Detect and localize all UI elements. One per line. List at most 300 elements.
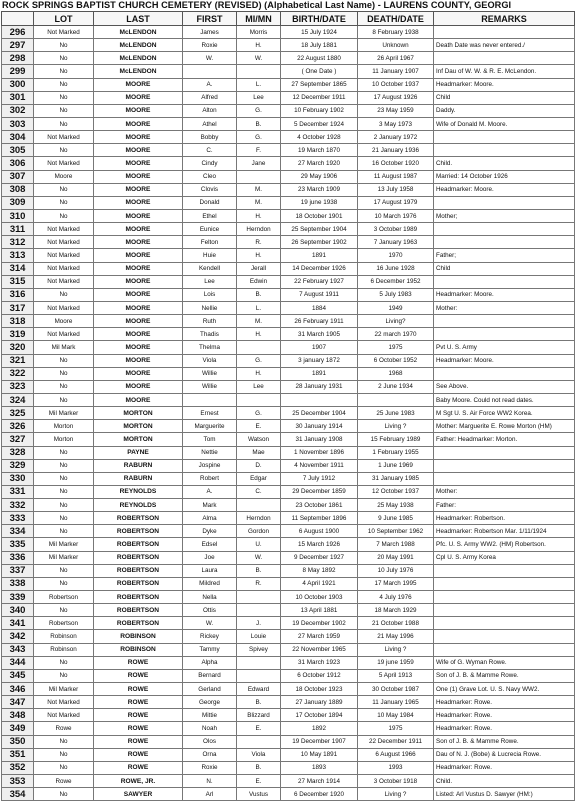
record-number: 330: [2, 472, 34, 485]
remarks-cell: Father:: [434, 499, 575, 512]
last-name-cell: MOORE: [94, 78, 183, 91]
first-name-cell: Gerland: [183, 683, 237, 696]
death-date-cell: 1975: [358, 341, 434, 354]
death-date-cell: 3 October 1989: [358, 223, 434, 236]
death-date-cell: 21 January 1936: [358, 144, 434, 157]
record-number: 319: [2, 328, 34, 341]
last-name-cell: MOORE: [94, 328, 183, 341]
record-number: 352: [2, 761, 34, 774]
birth-date-cell: 7 August 1911: [281, 288, 358, 301]
remarks-cell: Headmarker: Moore.: [434, 78, 575, 91]
death-date-cell: 25 June 1983: [358, 407, 434, 420]
last-name-cell: PAYNE: [94, 446, 183, 459]
birth-date-cell: 6 December 1920: [281, 788, 358, 801]
birth-date-cell: 22 November 1965: [281, 643, 358, 656]
remarks-cell: [434, 26, 575, 39]
middle-name-cell: [237, 170, 281, 183]
remarks-cell: Death Date was never entered./: [434, 39, 575, 52]
header-number: [2, 12, 34, 26]
lot-cell: Morton: [34, 420, 94, 433]
last-name-cell: MOORE: [94, 315, 183, 328]
death-date-cell: [358, 393, 434, 406]
remarks-cell: Child.: [434, 775, 575, 788]
remarks-cell: [434, 643, 575, 656]
death-date-cell: 21 October 1988: [358, 617, 434, 630]
table-row: [2, 39, 575, 52]
remarks-cell: Mother;: [434, 209, 575, 222]
lot-cell: Mil Mark: [34, 341, 94, 354]
first-name-cell: Marguerite: [183, 420, 237, 433]
middle-name-cell: E.: [237, 420, 281, 433]
last-name-cell: MOORE: [94, 275, 183, 288]
first-name-cell: Alton: [183, 104, 237, 117]
lot-cell: Not Marked: [34, 275, 94, 288]
middle-name-cell: G.: [237, 131, 281, 144]
death-date-cell: 10 May 1984: [358, 709, 434, 722]
middle-name-cell: B.: [237, 761, 281, 774]
record-number: 349: [2, 722, 34, 735]
middle-name-cell: G.: [237, 407, 281, 420]
middle-name-cell: W.: [237, 52, 281, 65]
lot-cell: No: [34, 485, 94, 498]
lot-cell: No: [34, 91, 94, 104]
lot-cell: No: [34, 604, 94, 617]
record-number: 314: [2, 262, 34, 275]
death-date-cell: 1 February 1955: [358, 446, 434, 459]
birth-date-cell: 27 March 1920: [281, 157, 358, 170]
lot-cell: No: [34, 472, 94, 485]
remarks-cell: Headmarker: Robertson Mar. 1/11/1924: [434, 525, 575, 538]
lot-cell: No: [34, 525, 94, 538]
lot-cell: No: [34, 52, 94, 65]
remarks-cell: [434, 459, 575, 472]
record-number: 325: [2, 407, 34, 420]
table-row: [2, 433, 575, 446]
record-number: 308: [2, 183, 34, 196]
lot-cell: Rowe: [34, 722, 94, 735]
lot-cell: No: [34, 39, 94, 52]
first-name-cell: Tammy: [183, 643, 237, 656]
death-date-cell: Living ?: [358, 420, 434, 433]
last-name-cell: ROBERTSON: [94, 617, 183, 630]
middle-name-cell: H.: [237, 328, 281, 341]
death-date-cell: 16 October 1920: [358, 157, 434, 170]
middle-name-cell: R.: [237, 577, 281, 590]
birth-date-cell: 10 October 1903: [281, 591, 358, 604]
lot-cell: No: [34, 380, 94, 393]
death-date-cell: 1968: [358, 367, 434, 380]
death-date-cell: 15 February 1989: [358, 433, 434, 446]
lot-cell: Morton: [34, 433, 94, 446]
birth-date-cell: 10 May 1891: [281, 748, 358, 761]
birth-date-cell: 29 May 1906: [281, 170, 358, 183]
lot-cell: No: [34, 183, 94, 196]
remarks-cell: [434, 196, 575, 209]
record-number: 297: [2, 39, 34, 52]
first-name-cell: Tom: [183, 433, 237, 446]
first-name-cell: Rickey: [183, 630, 237, 643]
birth-date-cell: 25 September 1904: [281, 223, 358, 236]
lot-cell: Not Marked: [34, 26, 94, 39]
death-date-cell: 10 July 1976: [358, 564, 434, 577]
remarks-cell: [434, 617, 575, 630]
death-date-cell: 1970: [358, 249, 434, 262]
record-number: 305: [2, 144, 34, 157]
record-number: 321: [2, 354, 34, 367]
death-date-cell: 6 December 1952: [358, 275, 434, 288]
lot-cell: Rowe: [34, 775, 94, 788]
remarks-cell: Child: [434, 91, 575, 104]
first-name-cell: Noah: [183, 722, 237, 735]
birth-date-cell: 22 August 1880: [281, 52, 358, 65]
last-name-cell: ROBERTSON: [94, 604, 183, 617]
remarks-cell: Headmarker: Rowe.: [434, 709, 575, 722]
last-name-cell: REYNOLDS: [94, 485, 183, 498]
lot-cell: No: [34, 117, 94, 130]
table-row: [2, 525, 575, 538]
middle-name-cell: Herndon: [237, 512, 281, 525]
remarks-cell: [434, 472, 575, 485]
table-row: [2, 144, 575, 157]
birth-date-cell: 19 December 1902: [281, 617, 358, 630]
lot-cell: No: [34, 748, 94, 761]
header-row: [2, 12, 575, 26]
last-name-cell: MOORE: [94, 262, 183, 275]
remarks-cell: [434, 52, 575, 65]
last-name-cell: McLENDON: [94, 52, 183, 65]
middle-name-cell: Blizzard: [237, 709, 281, 722]
first-name-cell: Alma: [183, 512, 237, 525]
first-name-cell: Mildred: [183, 577, 237, 590]
remarks-cell: [434, 564, 575, 577]
remarks-cell: M Sgt U. S. Air Force WW2 Korea.: [434, 407, 575, 420]
first-name-cell: [183, 393, 237, 406]
death-date-cell: 10 October 1937: [358, 78, 434, 91]
first-name-cell: Laura: [183, 564, 237, 577]
death-date-cell: 23 May 1959: [358, 104, 434, 117]
birth-date-cell: 31 March 1905: [281, 328, 358, 341]
lot-cell: Robertson: [34, 591, 94, 604]
last-name-cell: ROWE, JR.: [94, 775, 183, 788]
table-row: [2, 512, 575, 525]
lot-cell: Moore: [34, 315, 94, 328]
middle-name-cell: H.: [237, 249, 281, 262]
remarks-cell: Father;: [434, 249, 575, 262]
last-name-cell: MORTON: [94, 433, 183, 446]
last-name-cell: ROWE: [94, 669, 183, 682]
last-name-cell: ROWE: [94, 696, 183, 709]
first-name-cell: Lee: [183, 275, 237, 288]
remarks-cell: [434, 367, 575, 380]
remarks-cell: Mother:: [434, 301, 575, 314]
remarks-cell: Wife of Donald M. Moore.: [434, 117, 575, 130]
lot-cell: No: [34, 65, 94, 78]
document-title: ROCK SPRINGS BAPTIST CHURCH CEMETERY (REVISED) (Alphabetical Last Name) - LAURENS COUNTY, GEORGI: [2, 0, 512, 10]
middle-name-cell: Lee: [237, 380, 281, 393]
death-date-cell: 31 January 1985: [358, 472, 434, 485]
death-date-cell: 7 March 1988: [358, 538, 434, 551]
middle-name-cell: J.: [237, 617, 281, 630]
last-name-cell: MOORE: [94, 223, 183, 236]
last-name-cell: SAWYER: [94, 788, 183, 801]
lot-cell: No: [34, 459, 94, 472]
remarks-cell: [434, 223, 575, 236]
birth-date-cell: 1892: [281, 722, 358, 735]
middle-name-cell: L.: [237, 301, 281, 314]
middle-name-cell: D.: [237, 459, 281, 472]
birth-date-cell: 6 October 1912: [281, 669, 358, 682]
death-date-cell: 7 January 1963: [358, 236, 434, 249]
death-date-cell: Living ?: [358, 643, 434, 656]
last-name-cell: ROWE: [94, 683, 183, 696]
middle-name-cell: H.: [237, 209, 281, 222]
table-row: [2, 669, 575, 682]
middle-name-cell: L.: [237, 78, 281, 91]
lot-cell: Mil Marker: [34, 683, 94, 696]
death-date-cell: 4 July 1976: [358, 591, 434, 604]
birth-date-cell: 19 june 1938: [281, 196, 358, 209]
last-name-cell: MOORE: [94, 209, 183, 222]
table-row: [2, 683, 575, 696]
last-name-cell: ROWE: [94, 722, 183, 735]
death-date-cell: 17 August 1926: [358, 91, 434, 104]
birth-date-cell: 18 October 1923: [281, 683, 358, 696]
middle-name-cell: Edwin: [237, 275, 281, 288]
remarks-cell: Inf Dau of W. W. & R. E. McLendon.: [434, 65, 575, 78]
remarks-cell: [434, 630, 575, 643]
first-name-cell: Mittie: [183, 709, 237, 722]
middle-name-cell: E.: [237, 775, 281, 788]
lot-cell: Not Marked: [34, 131, 94, 144]
birth-date-cell: 27 January 1889: [281, 696, 358, 709]
record-number: 306: [2, 157, 34, 170]
table-row: [2, 761, 575, 774]
middle-name-cell: M.: [237, 196, 281, 209]
remarks-cell: [434, 236, 575, 249]
record-number: 307: [2, 170, 34, 183]
table-row: [2, 275, 575, 288]
lot-cell: Robinson: [34, 643, 94, 656]
last-name-cell: MOORE: [94, 117, 183, 130]
middle-name-cell: B.: [237, 564, 281, 577]
table-row: [2, 551, 575, 564]
table-row: [2, 538, 575, 551]
last-name-cell: MOORE: [94, 301, 183, 314]
first-name-cell: C.: [183, 144, 237, 157]
death-date-cell: 12 October 1937: [358, 485, 434, 498]
first-name-cell: Lois: [183, 288, 237, 301]
last-name-cell: MOORE: [94, 196, 183, 209]
table-row: [2, 104, 575, 117]
first-name-cell: Willie: [183, 367, 237, 380]
lot-cell: No: [34, 669, 94, 682]
first-name-cell: Alfred: [183, 91, 237, 104]
burial-records-table: [1, 11, 575, 801]
death-date-cell: 17 March 1995: [358, 577, 434, 590]
record-number: 310: [2, 209, 34, 222]
last-name-cell: ROBINSON: [94, 630, 183, 643]
birth-date-cell: 1893: [281, 761, 358, 774]
middle-name-cell: [237, 499, 281, 512]
header-death-date: DEATH/DATE: [358, 12, 434, 26]
last-name-cell: ROBERTSON: [94, 564, 183, 577]
remarks-cell: Wife of G. Wyman Rowe.: [434, 656, 575, 669]
middle-name-cell: Jane: [237, 157, 281, 170]
middle-name-cell: B.: [237, 117, 281, 130]
last-name-cell: MOORE: [94, 393, 183, 406]
table-row: [2, 65, 575, 78]
first-name-cell: Jospine: [183, 459, 237, 472]
death-date-cell: 9 June 1985: [358, 512, 434, 525]
table-row: [2, 735, 575, 748]
record-number: 301: [2, 91, 34, 104]
lot-cell: No: [34, 393, 94, 406]
table-row: [2, 301, 575, 314]
table-row: [2, 209, 575, 222]
birth-date-cell: 18 October 1901: [281, 209, 358, 222]
last-name-cell: ROBERTSON: [94, 591, 183, 604]
table-row: [2, 315, 575, 328]
record-number: 317: [2, 301, 34, 314]
death-date-cell: 17 August 1979: [358, 196, 434, 209]
first-name-cell: A.: [183, 78, 237, 91]
lot-cell: No: [34, 577, 94, 590]
middle-name-cell: Vustus: [237, 788, 281, 801]
middle-name-cell: M.: [237, 315, 281, 328]
birth-date-cell: 9 December 1927: [281, 551, 358, 564]
first-name-cell: Arl: [183, 788, 237, 801]
middle-name-cell: Louie: [237, 630, 281, 643]
last-name-cell: RABURN: [94, 459, 183, 472]
death-date-cell: 2 January 1972: [358, 131, 434, 144]
record-number: 346: [2, 683, 34, 696]
birth-date-cell: 10 February 1902: [281, 104, 358, 117]
remarks-cell: Listed: Arl Vustus D. Sawyer (HM:): [434, 788, 575, 801]
lot-cell: No: [34, 761, 94, 774]
middle-name-cell: Herndon: [237, 223, 281, 236]
death-date-cell: 25 May 1938: [358, 499, 434, 512]
birth-date-cell: 31 March 1923: [281, 656, 358, 669]
remarks-cell: Headmarker: Rowe.: [434, 722, 575, 735]
first-name-cell: Orna: [183, 748, 237, 761]
last-name-cell: MOORE: [94, 104, 183, 117]
death-date-cell: 1949: [358, 301, 434, 314]
last-name-cell: ROWE: [94, 761, 183, 774]
record-number: 338: [2, 577, 34, 590]
first-name-cell: Viola: [183, 354, 237, 367]
lot-cell: Not Marked: [34, 157, 94, 170]
last-name-cell: MOORE: [94, 380, 183, 393]
remarks-cell: [434, 328, 575, 341]
record-number: 341: [2, 617, 34, 630]
remarks-cell: Headmarker: Robertson.: [434, 512, 575, 525]
death-date-cell: 10 March 1976: [358, 209, 434, 222]
record-number: 353: [2, 775, 34, 788]
header-first: FIRST: [183, 12, 237, 26]
lot-cell: No: [34, 354, 94, 367]
remarks-cell: Pvt U. S. Army: [434, 341, 575, 354]
record-number: 350: [2, 735, 34, 748]
record-number: 299: [2, 65, 34, 78]
first-name-cell: Bernard: [183, 669, 237, 682]
remarks-cell: Child.: [434, 157, 575, 170]
remarks-cell: [434, 446, 575, 459]
first-name-cell: Edsel: [183, 538, 237, 551]
lot-cell: Not Marked: [34, 328, 94, 341]
birth-date-cell: 7 July 1912: [281, 472, 358, 485]
last-name-cell: RABURN: [94, 472, 183, 485]
record-number: 302: [2, 104, 34, 117]
birth-date-cell: 15 July 1924: [281, 26, 358, 39]
last-name-cell: MOORE: [94, 131, 183, 144]
first-name-cell: Nellie: [183, 301, 237, 314]
first-name-cell: Roxie: [183, 39, 237, 52]
remarks-cell: Baby Moore. Could not read dates.: [434, 393, 575, 406]
record-number: 311: [2, 223, 34, 236]
lot-cell: No: [34, 656, 94, 669]
last-name-cell: McLENDON: [94, 39, 183, 52]
birth-date-cell: 15 March 1926: [281, 538, 358, 551]
first-name-cell: Eunice: [183, 223, 237, 236]
death-date-cell: 2 June 1934: [358, 380, 434, 393]
birth-date-cell: 22 February 1927: [281, 275, 358, 288]
middle-name-cell: G.: [237, 104, 281, 117]
table-row: [2, 380, 575, 393]
birth-date-cell: 1884: [281, 301, 358, 314]
middle-name-cell: F.: [237, 144, 281, 157]
birth-date-cell: 27 March 1959: [281, 630, 358, 643]
table-row: [2, 91, 575, 104]
lot-cell: Mil Marker: [34, 407, 94, 420]
record-number: 332: [2, 499, 34, 512]
first-name-cell: Mark: [183, 499, 237, 512]
first-name-cell: Kendell: [183, 262, 237, 275]
table-row: [2, 262, 575, 275]
death-date-cell: 1993: [358, 761, 434, 774]
birth-date-cell: 28 January 1931: [281, 380, 358, 393]
first-name-cell: Donald: [183, 196, 237, 209]
middle-name-cell: Morris: [237, 26, 281, 39]
table-row: [2, 117, 575, 130]
middle-name-cell: [237, 341, 281, 354]
remarks-cell: Cpl U. S. Army Korea: [434, 551, 575, 564]
record-number: 328: [2, 446, 34, 459]
table-row: [2, 696, 575, 709]
lot-cell: No: [34, 104, 94, 117]
lot-cell: No: [34, 446, 94, 459]
record-number: 303: [2, 117, 34, 130]
birth-date-cell: 19 December 1907: [281, 735, 358, 748]
death-date-cell: Unknown: [358, 39, 434, 52]
middle-name-cell: M.: [237, 183, 281, 196]
table-row: [2, 223, 575, 236]
first-name-cell: Nettie: [183, 446, 237, 459]
death-date-cell: 11 January 1907: [358, 65, 434, 78]
table-row: [2, 499, 575, 512]
record-number: 334: [2, 525, 34, 538]
first-name-cell: N.: [183, 775, 237, 788]
death-date-cell: 18 March 1929: [358, 604, 434, 617]
record-number: 315: [2, 275, 34, 288]
record-number: 326: [2, 420, 34, 433]
last-name-cell: MOORE: [94, 144, 183, 157]
lot-cell: No: [34, 735, 94, 748]
first-name-cell: Alpha: [183, 656, 237, 669]
last-name-cell: ROBINSON: [94, 643, 183, 656]
last-name-cell: ROBERTSON: [94, 538, 183, 551]
middle-name-cell: Viola: [237, 748, 281, 761]
header-mi-mn: MI/MN: [237, 12, 281, 26]
